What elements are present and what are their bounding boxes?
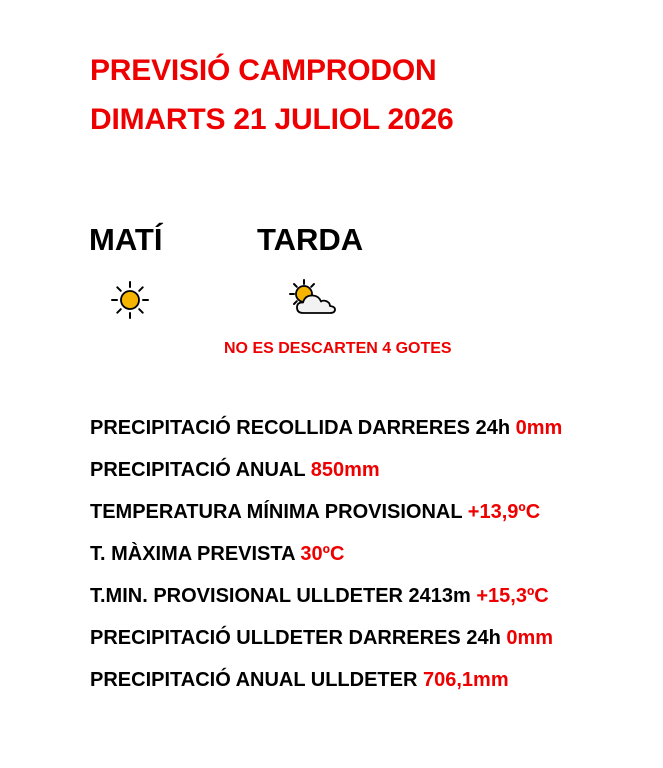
stat-row-ulldeter-min-temp	[90, 584, 562, 626]
stats-list	[90, 416, 562, 710]
stat-row-min-temp	[90, 500, 562, 542]
page-title-line-2: DIMARTS 21 JULIOL 2026	[90, 103, 454, 136]
stat-label: PRECIPITACIÓ RECOLLIDA DARRERES 24h	[90, 417, 511, 439]
stat-value: +13,9ºC	[467, 501, 541, 523]
stat-label: PRECIPITACIÓ ULLDETER DARRERES 24h	[90, 627, 501, 649]
stat-value: +15,3ºC	[476, 585, 549, 607]
stat-row-precip-annual	[90, 458, 562, 500]
stat-row-max-temp	[90, 542, 562, 584]
stat-value: 850mm	[310, 459, 380, 481]
stat-label: T. MÀXIMA PREVISTA	[90, 543, 301, 565]
sun-behind-cloud-icon	[286, 278, 338, 320]
stat-label: T.MIN. PROVISIONAL ULLDETER 2413m	[90, 585, 471, 607]
stat-value: 0mm	[515, 417, 563, 439]
afternoon-label: TARDA	[257, 222, 364, 257]
stat-row-ulldeter-precip-24h	[90, 626, 562, 668]
stat-value: 706,1mm	[422, 669, 509, 691]
stat-label: PRECIPITACIÓ ANUAL ULLDETER	[90, 669, 418, 691]
stat-value: 0mm	[506, 627, 554, 649]
stat-value: 30ºC	[300, 543, 345, 565]
sun-icon	[110, 280, 150, 320]
stat-label: PRECIPITACIÓ ANUAL	[90, 459, 306, 481]
morning-label: MATÍ	[89, 222, 163, 257]
stat-label: TEMPERATURA MÍNIMA PROVISIONAL	[90, 501, 463, 523]
page-title-line-1: PREVISIÓ CAMPRODON	[90, 54, 437, 87]
stat-row-ulldeter-precip-annual	[90, 668, 562, 710]
stat-row-precip-24h	[90, 416, 562, 458]
forecast-note: NO ES DESCARTEN 4 GOTES	[224, 340, 452, 357]
